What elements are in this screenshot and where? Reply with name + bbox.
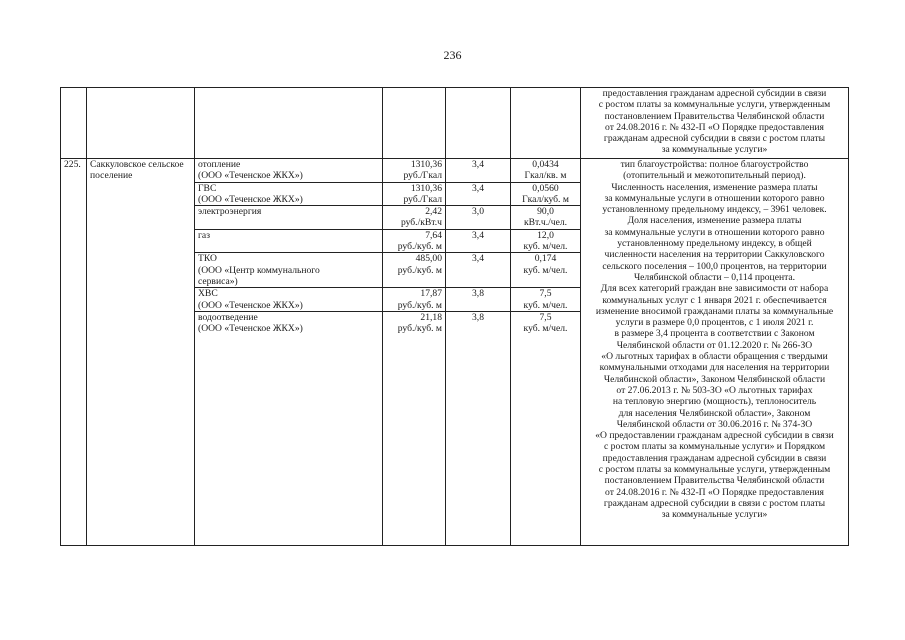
norm-value: 12,0 куб. м/чел. xyxy=(511,229,581,253)
service-name: ХВС (ООО «Теченское ЖКХ») xyxy=(195,288,383,312)
service-name: отопление (ООО «Теченское ЖКХ») xyxy=(195,159,383,183)
tariff-value: 21,18 руб./куб. м xyxy=(383,311,446,545)
index-value: 3,4 xyxy=(446,159,511,183)
service-name: ТКО (ООО «Центр коммунального сервиса») xyxy=(195,253,383,288)
index-value: 3,4 xyxy=(446,229,511,253)
tariff-value: 17,87 руб./куб. м xyxy=(383,288,446,312)
tariff-value: 1310,36 руб./Гкал xyxy=(383,159,446,183)
norm-value: 0,0560 Гкал/куб. м xyxy=(511,182,581,206)
tariff-value: 1310,36 руб./Гкал xyxy=(383,182,446,206)
service-name: газ xyxy=(195,229,383,253)
continuation-row xyxy=(61,88,849,159)
norm-value: 7,5 куб. м/чел. xyxy=(511,288,581,312)
norm-value: 0,0434 Гкал/кв. м xyxy=(511,159,581,183)
norm-value: 90,0 кВт.ч./чел. xyxy=(511,206,581,230)
tariff-value: 485,00 руб./куб. м xyxy=(383,253,446,288)
norm-value: 7,5 куб. м/чел. xyxy=(511,311,581,545)
service-name: водоотведение (ООО «Теченское ЖКХ») xyxy=(195,311,383,545)
settlement-name: Саккуловское сельское поселение xyxy=(87,159,195,546)
index-value: 3,8 xyxy=(446,311,511,545)
entry-note: тип благоустройства: полное благоустройство (отопительный и межотопительный период). Численность населения, изменение размера платы за коммунальные услуги в отношении которого равно установленному предельному индексу, – 3961 человек. Доля населения, изменение размера платы за коммунальные услуги в отношении которого равно установленному предельному индексу, в общей численности населения на территории Саккуловского сельского поселения – 100,0 процентов, на территории Челябинской области – 0,114 процента. Для всех категорий граждан вне зависимости от набора коммунальных услуг с 1 января 2021 г. обеспечивается изменение вносимой гражданами платы за коммунальные услуги в размере 0,0 процентов, с 1 июля 2021 г. в размере 3,4 процента в соответствии с Законом Челябинской области от 01.12.2020 г. № 266-ЗО «О льготных тарифах в области обращения с твердыми коммунальными отходами для населения на территории Челябинской области», Законом Челябинской области от 27.06.2013 г. № 503-ЗО «О льготных тарифах на тепловую энергию (мощность), теплоноситель для населения Челябинской области», Законом Челябинской области от 30.06.2016 г. № 374-ЗО «О предоставлении гражданам адресной субсидии в связи с ростом платы за коммунальные услуги» и Порядком предоставления гражданам адресной субсидии в связи с ростом платы за коммунальные услуги, утвержденным постановлением Правительства Челябинской области от 24.08.2016 г. № 432-П «О Порядке предоставления гражданам адресной субсидии в связи с ростом платы за коммунальные услуги» xyxy=(581,159,849,546)
continuation-note: предоставления гражданам адресной субсидии в связи с ростом платы за коммунальные услуги, утвержденным постановлением Правительства Челябинской области от 24.08.2016 г. № 432-П «О Порядке предоставления гражданам адресной субсидии в связи с ростом платы за коммунальные услуги» xyxy=(581,88,849,159)
index-value: 3,8 xyxy=(446,288,511,312)
norm-value: 0,174 куб. м/чел. xyxy=(511,253,581,288)
index-value: 3,4 xyxy=(446,182,511,206)
index-value: 3,0 xyxy=(446,206,511,230)
page-number: 236 xyxy=(443,48,462,62)
table-row xyxy=(61,159,849,183)
tariff-value: 2,42 руб./кВт.ч xyxy=(383,206,446,230)
tariff-table xyxy=(60,87,849,546)
service-name: ГВС (ООО «Теченское ЖКХ») xyxy=(195,182,383,206)
entry-number: 225. xyxy=(61,159,87,546)
tariff-value: 7,64 руб./куб. м xyxy=(383,229,446,253)
service-name: электроэнергия xyxy=(195,206,383,230)
index-value: 3,4 xyxy=(446,253,511,288)
